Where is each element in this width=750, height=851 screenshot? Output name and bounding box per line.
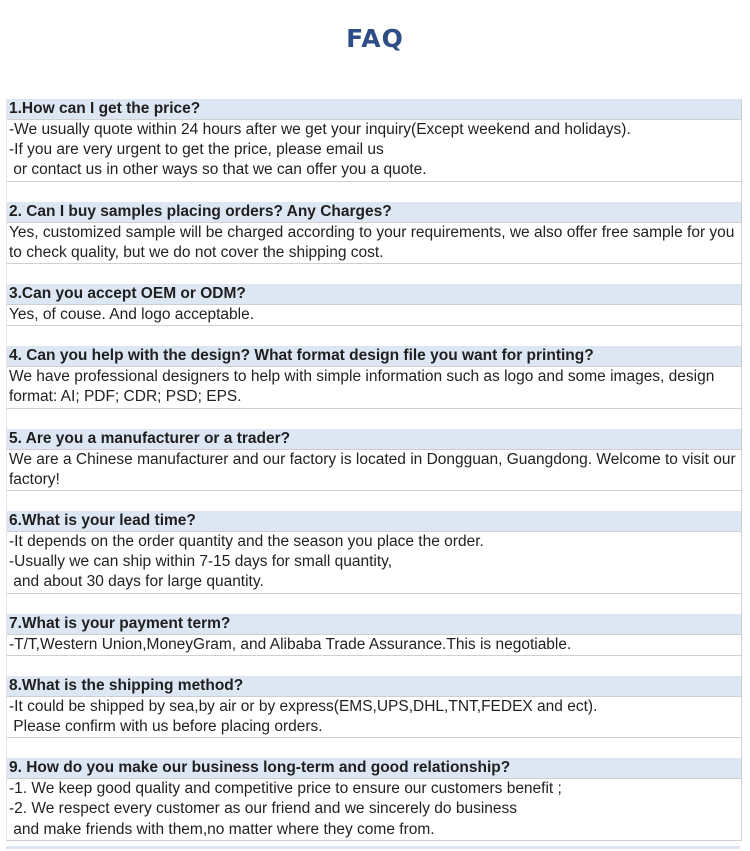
faq-answer	[7, 366, 741, 408]
faq-question: 2. Can I buy samples placing orders? Any Charges?	[7, 202, 741, 222]
answer-line: -Usually we can ship within 7-15 days for small quantity,	[9, 553, 393, 571]
table-bottom-border	[6, 846, 740, 849]
faq-answer	[7, 304, 741, 326]
answer-line: Yes, of couse. And logo acceptable.	[9, 306, 255, 324]
answer-line: -2. We respect every customer as our friend and we sincerely do business	[9, 800, 518, 818]
answer-line: -It could be shipped by sea,by air or by express(EMS,UPS,DHL,TNT,FEDEX and ect).	[9, 697, 598, 715]
faq-answer	[7, 696, 741, 738]
answer-line: We are a Chinese manufacturer and our factory is located in Dongguan, Guangdong. Welcome to visit our factory!	[9, 450, 736, 488]
faq-answer	[7, 778, 741, 841]
faq-question: 1.How can I get the price?	[7, 99, 741, 119]
row-spacer	[7, 182, 741, 202]
faq-question: 8.What is the shipping method?	[7, 676, 741, 696]
row-spacer	[7, 264, 741, 284]
faq-table	[6, 99, 742, 841]
row-spacer	[7, 326, 741, 346]
answer-line: -T/T,Western Union,MoneyGram, and Alibaba Trade Assurance.This is negotiable.	[9, 635, 572, 653]
faq-answer	[7, 449, 741, 491]
faq-question: 6.What is your lead time?	[7, 511, 741, 531]
row-spacer	[7, 491, 741, 511]
row-spacer	[7, 594, 741, 614]
answer-line: We have professional designers to help with simple information such as logo and some images, design format: AI; PDF; CDR; PSD; EPS.	[9, 368, 715, 406]
faq-answer	[7, 119, 741, 182]
faq-question: 9. How do you make our business long-term and good relationship?	[7, 758, 741, 778]
row-spacer	[7, 656, 741, 676]
faq-answer	[7, 222, 741, 264]
row-spacer	[7, 409, 741, 429]
answer-line: -If you are very urgent to get the price, please email us	[9, 141, 384, 159]
faq-question: 3.Can you accept OEM or ODM?	[7, 284, 741, 304]
answer-line: -1. We keep good quality and competitive price to ensure our customers benefit ;	[9, 780, 562, 798]
faq-question: 5. Are you a manufacturer or a trader?	[7, 429, 741, 449]
faq-answer	[7, 634, 741, 656]
page-title: FAQ	[346, 24, 404, 53]
answer-line: -We usually quote within 24 hours after we get your inquiry(Except weekend and holidays).	[9, 121, 631, 138]
answer-line: or contact us in other ways so that we can offer you a quote.	[9, 161, 427, 179]
answer-line: -It depends on the order quantity and the season you place the order.	[9, 533, 484, 551]
faq-answer	[7, 531, 741, 594]
answer-line: and about 30 days for large quantity.	[9, 573, 264, 591]
faq-question: 4. Can you help with the design? What format design file you want for printing?	[7, 346, 741, 366]
row-spacer	[7, 738, 741, 758]
answer-line: and make friends with them,no matter where they come from.	[9, 820, 435, 838]
answer-line: Yes, customized sample will be charged according to your requirements, we also offer free sample for you to check quality, but we do not cover the shipping cost.	[9, 223, 735, 261]
faq-question: 7.What is your payment term?	[7, 614, 741, 634]
answer-line: Please confirm with us before placing orders.	[9, 718, 323, 736]
